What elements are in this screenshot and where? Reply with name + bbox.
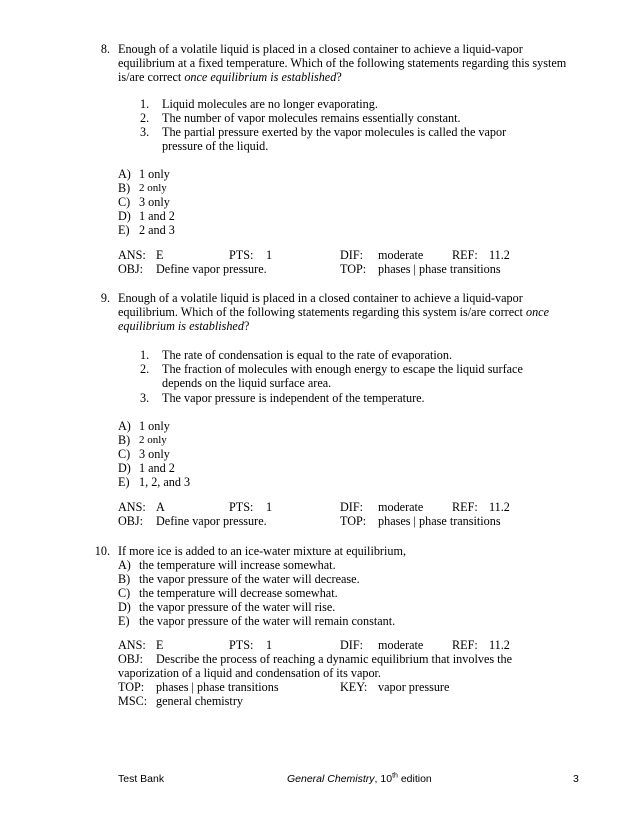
obj-value: Describe the process of reaching a dynamic equilibrium that involves the <box>156 652 513 666</box>
statement-number: 1. <box>140 97 150 111</box>
statement-number: 3. <box>140 125 150 139</box>
ref-value: 11.2 <box>489 638 510 652</box>
choice-text: the vapor pressure of the water will remain constant. <box>139 614 396 628</box>
statement-text: The rate of condensation is equal to the rate of evaporation. <box>162 348 453 362</box>
page-number: 3 <box>573 773 579 785</box>
ans-value: A <box>156 500 165 514</box>
question-stem-line: equilibrium. Which of the following statements regarding this system is/are correct once <box>118 305 549 319</box>
question-stem-line: equilibrium at a fixed temperature. Which of the following statements regarding this system <box>118 56 567 70</box>
obj-label: OBJ: <box>118 514 144 528</box>
statement-text: pressure of the liquid. <box>162 139 269 153</box>
top-value: phases | phase transitions <box>378 514 501 528</box>
ans-value: E <box>156 638 164 652</box>
choice-letter: B) <box>118 433 131 447</box>
choice-text: the temperature will decrease somewhat. <box>139 586 338 600</box>
answer-meta-row <box>118 248 538 262</box>
choice-text: 2 and 3 <box>139 223 175 237</box>
dif-label: DIF: <box>340 500 364 514</box>
question-stem-line: Enough of a volatile liquid is placed in a closed container to achieve a liquid-vapor <box>118 42 523 56</box>
dif-value: moderate <box>378 638 424 652</box>
objective-meta-row <box>118 262 538 276</box>
objective-meta-row <box>118 514 538 528</box>
choice-letter: E) <box>118 223 130 237</box>
choice-text: 1, 2, and 3 <box>139 475 191 489</box>
choice-letter: C) <box>118 195 131 209</box>
pts-label: PTS: <box>229 248 254 262</box>
emphasis: equilibrium is established <box>118 319 244 333</box>
question-number: 9. <box>100 291 110 305</box>
statement-text: The partial pressure exerted by the vapor molecules is called the vapor <box>162 125 507 139</box>
statement-number: 1. <box>140 348 150 362</box>
choice-text: the vapor pressure of the water will decrease. <box>139 572 360 586</box>
choice-letter: A) <box>118 558 131 572</box>
choice-letter: E) <box>118 614 130 628</box>
choice-letter: D) <box>118 209 131 223</box>
choice-letter: E) <box>118 475 130 489</box>
choice-letter: C) <box>118 447 131 461</box>
choice-letter: B) <box>118 181 131 195</box>
choice-text: 1 only <box>139 167 170 181</box>
emphasis: once equilibrium is established <box>184 70 337 84</box>
obj-value-continued: vaporization of a liquid and condensation of its vapor. <box>118 666 381 680</box>
ans-value: E <box>156 248 164 262</box>
emphasis: once <box>525 305 549 319</box>
top-label: TOP: <box>340 262 367 276</box>
choice-letter: D) <box>118 600 131 614</box>
statement-number: 2. <box>140 362 150 376</box>
top-value: phases | phase transitions <box>378 262 501 276</box>
question-stem-line: Enough of a volatile liquid is placed in a closed container to achieve a liquid-vapor <box>118 291 523 305</box>
footer-center: General Chemistry, 10th edition <box>287 772 432 785</box>
question-number: 10. <box>94 544 110 558</box>
choice-text: 3 only <box>139 195 170 209</box>
msc-label: MSC: <box>118 694 148 708</box>
dif-label: DIF: <box>340 248 364 262</box>
statement-number: 2. <box>140 111 150 125</box>
choice-text: 2 only <box>139 182 167 194</box>
ans-label: ANS: <box>118 638 146 652</box>
obj-label: OBJ: <box>118 262 144 276</box>
dif-label: DIF: <box>340 638 364 652</box>
book-title: General Chemistry <box>287 773 375 785</box>
answer-meta-row <box>118 638 538 652</box>
statement-text: depends on the liquid surface area. <box>162 376 332 390</box>
choice-text: 3 only <box>139 447 170 461</box>
statement-text: Liquid molecules are no longer evaporating. <box>162 97 378 111</box>
top-value: phases | phase transitions <box>156 680 279 694</box>
question-number: 8. <box>100 42 110 56</box>
pts-label: PTS: <box>229 500 254 514</box>
msc-value: general chemistry <box>156 694 243 708</box>
ref-value: 11.2 <box>489 248 510 262</box>
question-stem-line: is/are correct once equilibrium is established? <box>118 70 342 84</box>
choice-text: the temperature will increase somewhat. <box>139 558 336 572</box>
top-label: TOP: <box>340 514 367 528</box>
obj-value: Define vapor pressure. <box>156 514 267 528</box>
msc-meta-row <box>118 694 538 708</box>
ans-label: ANS: <box>118 248 146 262</box>
pts-value: 1 <box>266 248 273 262</box>
objective-meta-row <box>118 652 538 666</box>
key-value: vapor pressure <box>378 680 450 694</box>
choice-text: the vapor pressure of the water will rise. <box>139 600 336 614</box>
statement-text: The number of vapor molecules remains essentially constant. <box>162 111 461 125</box>
pts-label: PTS: <box>229 638 254 652</box>
top-label: TOP: <box>118 680 145 694</box>
choice-letter: D) <box>118 461 131 475</box>
choice-letter: B) <box>118 572 131 586</box>
key-label: KEY: <box>340 680 368 694</box>
ref-value: 11.2 <box>489 500 510 514</box>
statement-number: 3. <box>140 391 150 405</box>
ref-label: REF: <box>452 500 478 514</box>
ans-label: ANS: <box>118 500 146 514</box>
choice-letter: A) <box>118 167 131 181</box>
choice-text: 1 only <box>139 419 170 433</box>
pts-value: 1 <box>266 500 273 514</box>
choice-text: 2 only <box>139 434 167 446</box>
dif-value: moderate <box>378 500 424 514</box>
choice-text: 1 and 2 <box>139 461 175 475</box>
question-stem-line: If more ice is added to an ice-water mixture at equilibrium, <box>118 544 406 558</box>
topic-meta-row <box>118 680 538 694</box>
answer-meta-row <box>118 500 538 514</box>
ref-label: REF: <box>452 638 478 652</box>
statement-text: The vapor pressure is independent of the temperature. <box>162 391 425 405</box>
question-stem-line: equilibrium is established? <box>118 319 250 333</box>
dif-value: moderate <box>378 248 424 262</box>
footer-left: Test Bank <box>118 773 165 785</box>
choice-text: 1 and 2 <box>139 209 175 223</box>
statement-text: The fraction of molecules with enough energy to escape the liquid surface <box>162 362 523 376</box>
pts-value: 1 <box>266 638 273 652</box>
choice-letter: C) <box>118 586 131 600</box>
choice-letter: A) <box>118 419 131 433</box>
ref-label: REF: <box>452 248 478 262</box>
obj-value: Define vapor pressure. <box>156 262 267 276</box>
obj-label: OBJ: <box>118 652 144 666</box>
